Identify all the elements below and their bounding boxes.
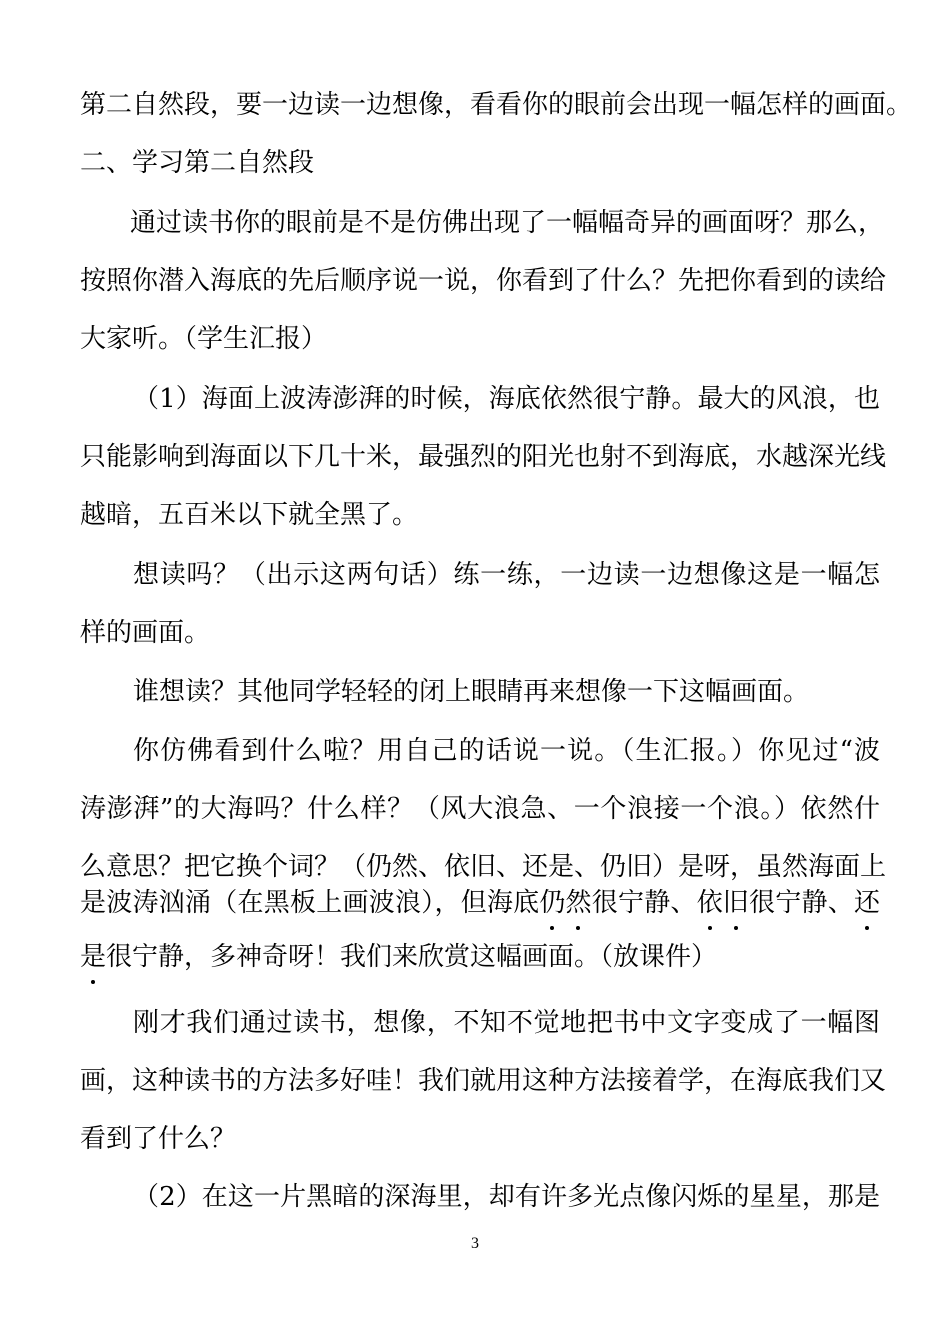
- emphasis-word: [697, 888, 749, 918]
- emphasis-char: 仍: [539, 888, 566, 918]
- paragraph-line: 么意思？把它换个词？（仍然、依旧、还是、仍旧）是呀，虽然海面上: [80, 852, 887, 882]
- paragraph-line-emphasis: [80, 940, 880, 974]
- paragraph-line: 只能影响到海面以下几十米，最强烈的阳光也射不到海底，水越深光线: [80, 442, 887, 472]
- emphasis-text: [697, 888, 749, 918]
- paragraph-line: 通过读书你的眼前是不是仿佛出现了一幅幅奇异的画面呀？那么，: [130, 208, 885, 238]
- plain-text: 很宁静、: [748, 888, 854, 918]
- paragraph-line: 画，这种读书的方法多好哇！我们就用这种方法接着学，在海底我们又: [80, 1066, 887, 1096]
- paragraph-line: 谁想读？其他同学轻轻的闭上眼睛再来想像一下这幅画面。: [133, 677, 810, 707]
- paragraph-line: 按照你潜入海底的先后顺序说一说，你看到了什么？先把你看到的读给: [80, 266, 887, 296]
- paragraph-line: 看到了什么？: [80, 1124, 237, 1154]
- plain-text: 是波涛汹涌（在黑板上画波浪），但海底: [80, 888, 540, 918]
- emphasis-char: 然: [565, 888, 592, 918]
- paragraph-line: （1）海面上波涛澎湃的时候，海底依然很宁静。最大的风浪，也: [133, 384, 880, 414]
- emphasis-char: 依: [696, 888, 723, 918]
- emphasis-char: 还: [853, 888, 880, 918]
- paragraph-line: 涛澎湃”的大海吗？什么样？（风大浪急、一个浪接一个浪。）依然什: [80, 794, 880, 824]
- paragraph-line: 想读吗？（出示这两句话）练一练，一边读一边想像这是一幅怎: [133, 560, 880, 590]
- paragraph-line: 大家听。（学生汇报）: [80, 324, 328, 354]
- page-number: 3: [471, 1235, 479, 1252]
- paragraph-line: 第二自然段，要一边读一边想像，看看你的眼前会出现一幅怎样的画面。: [80, 90, 913, 120]
- plain-text: 很宁静、: [591, 888, 697, 918]
- emphasis-text: [539, 888, 591, 918]
- plain-text: 很宁静，多神奇呀！我们来欣赏这幅画面。（放课件）: [106, 942, 718, 972]
- emphasis-char: 是: [80, 942, 107, 972]
- paragraph-line: 样的画面。: [80, 618, 211, 648]
- paragraph-line: （2）在这一片黑暗的深海里，却有许多光点像闪烁的星星，那是: [133, 1182, 880, 1212]
- paragraph-line: 越暗，五百米以下就全黑了。: [80, 500, 419, 530]
- paragraph-line: 你仿佛看到什么啦？用自己的话说一说。（生汇报。）你见过“波: [133, 736, 880, 766]
- section-heading: 二、学习第二自然段: [80, 148, 315, 178]
- emphasis-char: 旧: [722, 888, 749, 918]
- paragraph-line: 刚才我们通过读书，想像，不知不觉地把书中文字变成了一幅图: [133, 1008, 880, 1038]
- paragraph-line-emphasis: [80, 886, 880, 920]
- emphasis-word: [539, 888, 591, 918]
